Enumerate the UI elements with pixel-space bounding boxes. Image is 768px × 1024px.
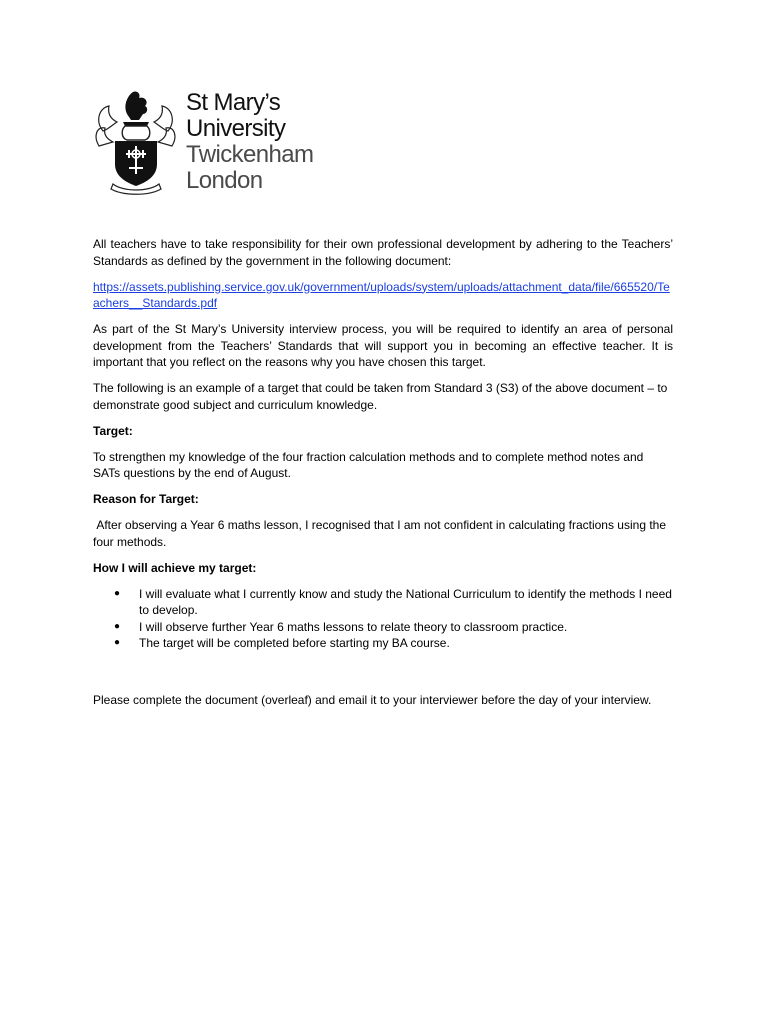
logo-line-twickenham: Twickenham	[186, 141, 314, 168]
interview-paragraph: As part of the St Mary’s University interview process, you will be required to identify an area of personal development from the Teachers’ Standards that will support you in becoming an effective teacher. It is important that you reflect on the reasons why you have chosen this target.	[93, 322, 673, 369]
achieve-list	[93, 586, 673, 652]
list-item-text: I will observe further Year 6 maths lessons to relate theory to classroom practice.	[139, 619, 568, 634]
target-heading: Target:	[93, 423, 133, 438]
target-paragraph: To strengthen my knowledge of the four fraction calculation methods and to complete method notes and SATs questions by the end of August.	[93, 449, 644, 480]
bullet-icon: ●	[114, 587, 121, 599]
document-body	[93, 236, 673, 718]
intro-paragraph: All teachers have to take responsibility for their own professional development by adhering to the Teachers’ Standards as defined by the government in the following document:	[93, 237, 673, 268]
reason-paragraph: After observing a Year 6 maths lesson, I recognised that I am not confident in calculating fractions using the four methods.	[93, 518, 670, 549]
list-item	[93, 586, 673, 619]
logo-line-university: University	[186, 115, 286, 142]
university-crest-icon	[93, 86, 178, 196]
example-paragraph: The following is an example of a target that could be taken from Standard 3 (S3) of the above document – to demonstrate good subject and curriculum knowledge.	[93, 381, 668, 412]
achieve-heading: How I will achieve my target:	[93, 560, 257, 575]
closing-paragraph: Please complete the document (overleaf) and email it to your interviewer before the day of your interview.	[93, 692, 652, 707]
university-logo	[93, 86, 325, 196]
reason-heading: Reason for Target:	[93, 492, 199, 506]
list-item	[93, 619, 673, 636]
logo-wordmark	[186, 90, 313, 194]
bullet-icon: ●	[114, 620, 121, 632]
logo-line-london: London	[186, 167, 263, 194]
teachers-standards-link[interactable]: https://assets.publishing.service.gov.uk/government/uploads/system/uploads/attachment_data/file/665520/Teachers__Standards.pdf	[93, 279, 670, 310]
list-item-text: The target will be completed before starting my BA course.	[139, 636, 450, 650]
spacer	[93, 652, 673, 692]
list-item-text: I will evaluate what I currently know and study the National Curriculum to identify the methods I need to develop.	[139, 586, 672, 617]
bullet-icon: ●	[114, 637, 121, 648]
link-paragraph	[93, 279, 673, 312]
list-item	[93, 635, 673, 652]
logo-line-name: St Mary’s	[186, 89, 281, 116]
